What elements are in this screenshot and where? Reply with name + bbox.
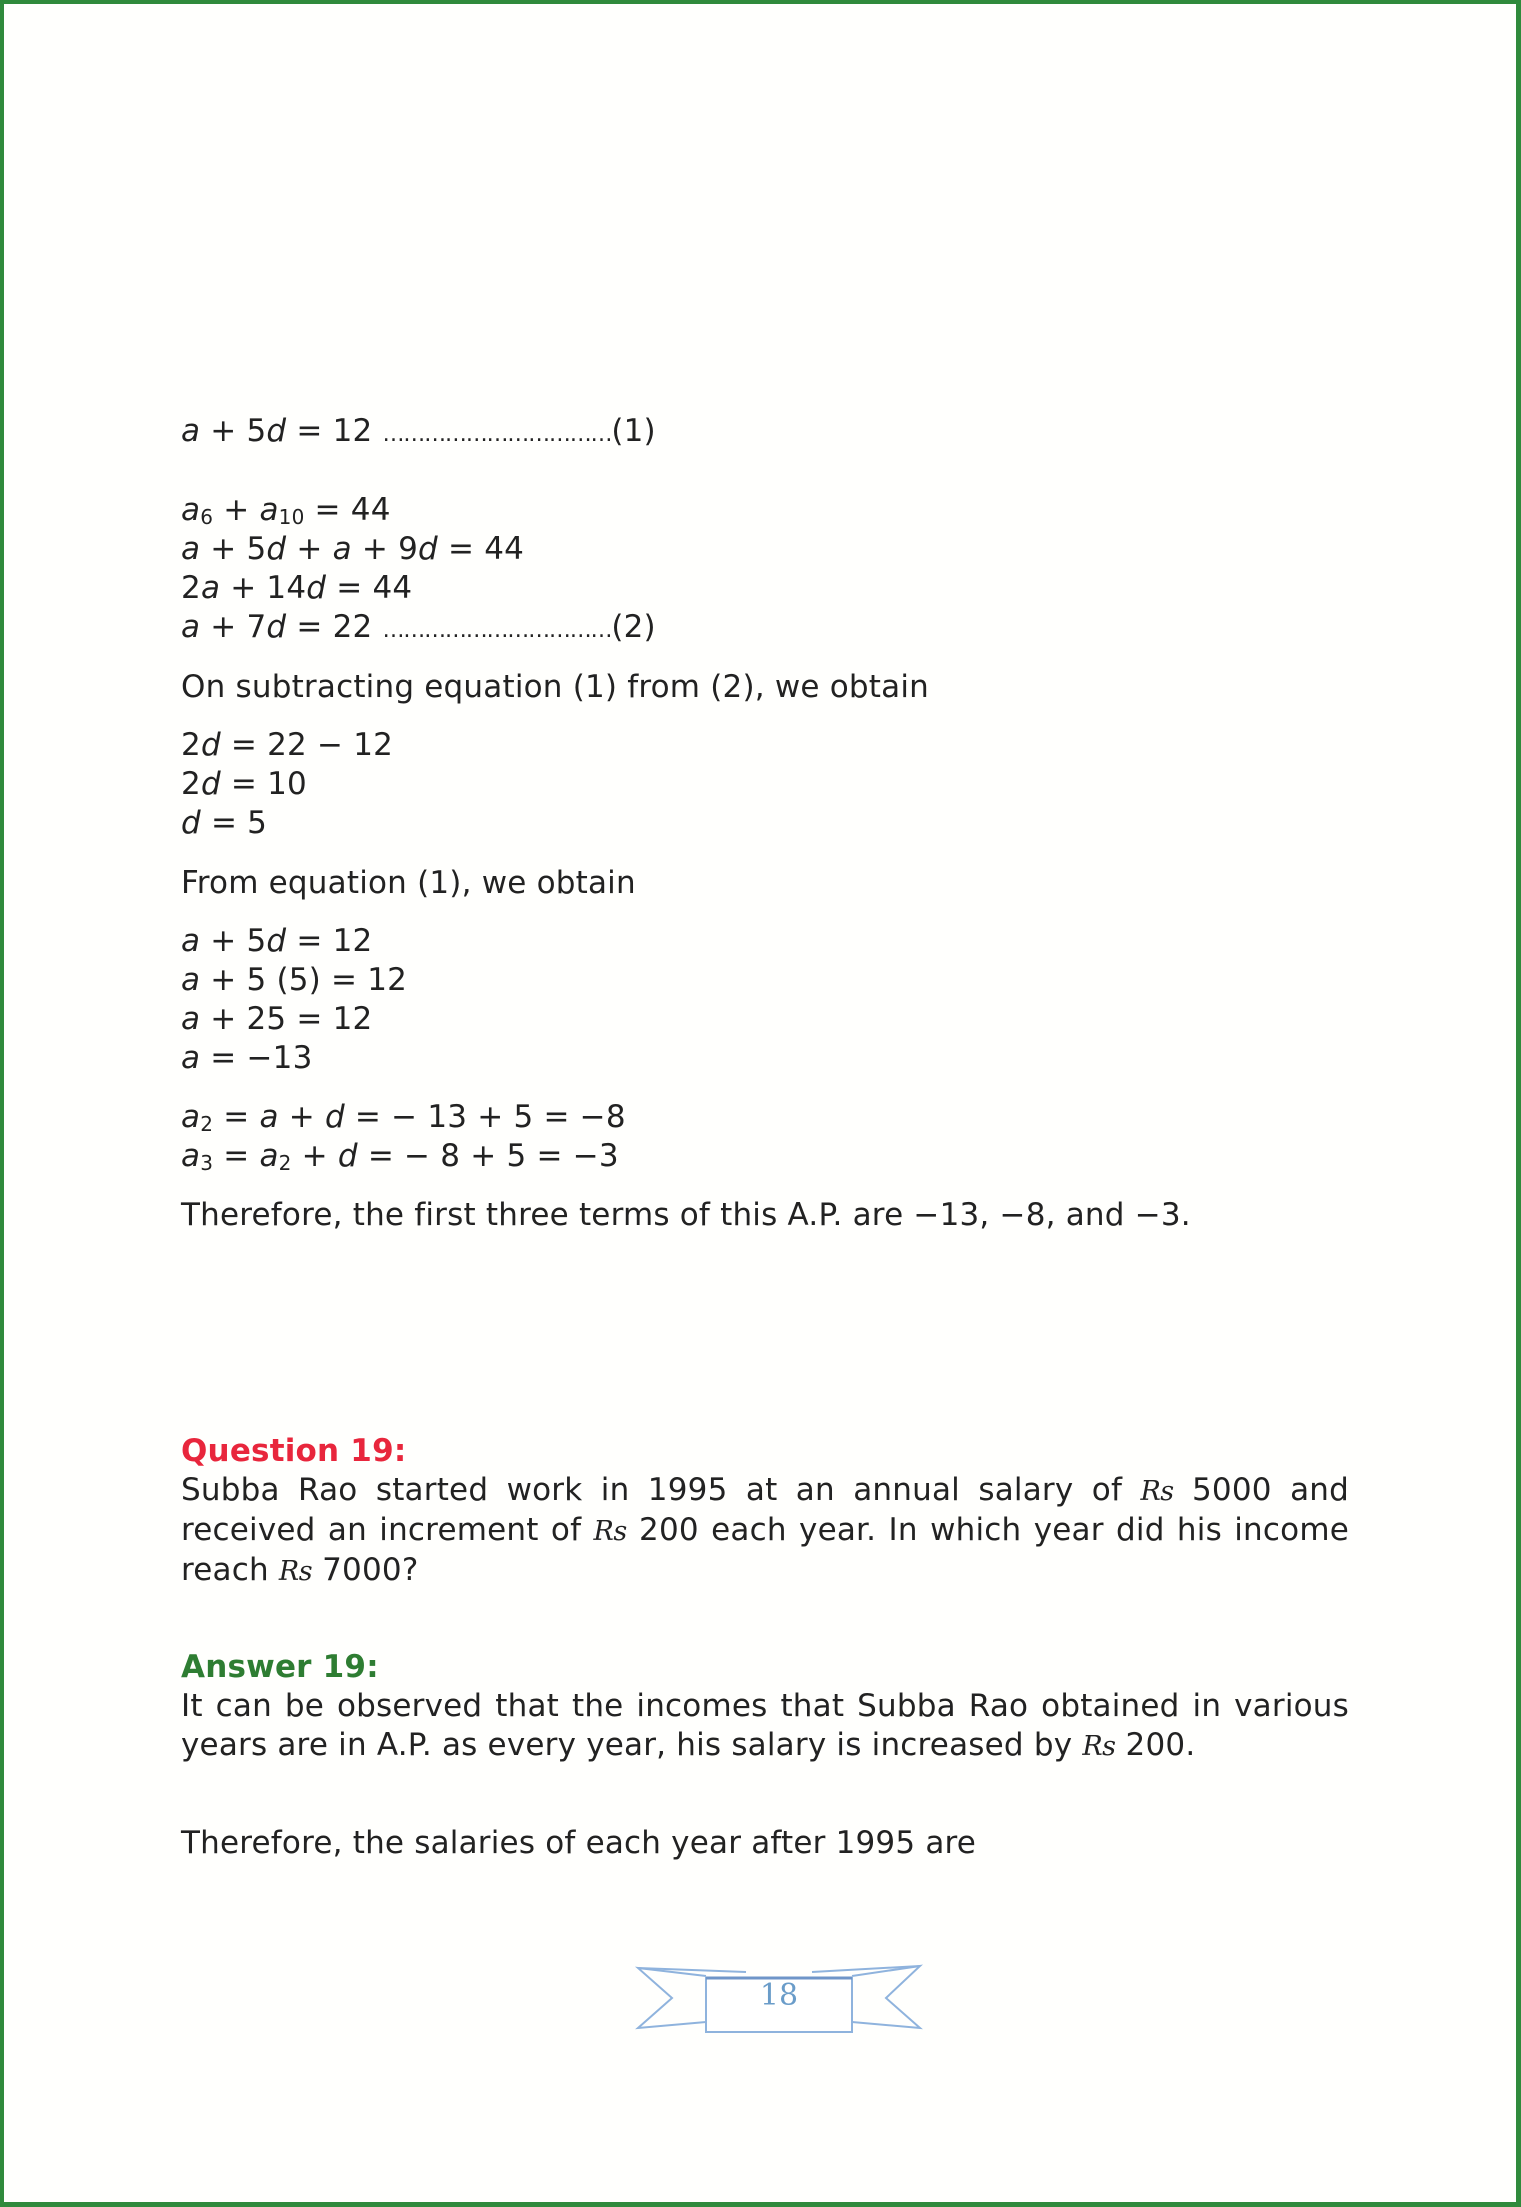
- equation-1: [181, 412, 656, 454]
- question-text-part: 7000?: [312, 1552, 419, 1588]
- question-text-part: Subba Rao started work in 1995 at an annual salary of: [181, 1472, 1141, 1508]
- answer-text: [181, 1687, 1349, 1766]
- var-a: a: [181, 413, 201, 449]
- var-a: a: [181, 492, 201, 528]
- equation-2: a + 7d = 22 ……………………………(2): [181, 608, 656, 650]
- answer-text-part: 200.: [1115, 1727, 1196, 1763]
- eq-text: +: [213, 492, 260, 528]
- equation-expand: a + 5d + a + 9d = 44: [181, 531, 525, 567]
- subscript: 10: [278, 505, 305, 529]
- rupee-symbol: Rs: [1082, 1731, 1116, 1762]
- answer-text-part: It can be observed that the incomes that Subba Rao obtained in various years are in A.P. as every year, his salary is increased by: [181, 1688, 1349, 1763]
- equation-a6-a10: [181, 491, 391, 530]
- d-step-1: 2d = 22 − 12: [181, 727, 394, 763]
- dot-leader: ……………………………: [382, 422, 612, 447]
- equation-tag: (1): [611, 413, 656, 449]
- question-text-part: 5000 and received an increment of: [181, 1472, 1349, 1548]
- rupee-symbol: Rs: [593, 1516, 627, 1547]
- a-step-4: a = −13: [181, 1040, 313, 1076]
- from-eq1-text: From equation (1), we obtain: [181, 865, 636, 901]
- equation-2a-14d: 2a + 14d = 44: [181, 570, 413, 606]
- equation-tag: (2): [611, 609, 656, 645]
- conclusion-text: Therefore, the first three terms of this A.P. are −13, −8, and −3.: [181, 1197, 1191, 1233]
- rupee-symbol: Rs: [1140, 1476, 1174, 1507]
- question-text: [181, 1471, 1349, 1591]
- a-step-1: a + 5d = 12: [181, 923, 373, 959]
- a2-line: $a_2 = a + d$ = − 13 + 5 = −8: [181, 1099, 626, 1136]
- eq-text: = 44: [304, 492, 391, 528]
- eq-text: + 5: [200, 413, 267, 449]
- d-step-2: 2d = 10: [181, 766, 307, 802]
- answer-followup: Therefore, the salaries of each year after 1995 are: [181, 1825, 977, 1861]
- dot-leader: ……………………………: [382, 618, 612, 643]
- a-step-3: a + 25 = 12: [181, 1001, 373, 1037]
- d-step-3: d = 5: [181, 805, 268, 841]
- question-heading: Question 19:: [181, 1433, 407, 1469]
- subscript: 6: [200, 505, 214, 529]
- page-number: 18: [759, 1978, 799, 2013]
- var-d: d: [266, 413, 287, 449]
- question-text-part: 200 each year. In which year did his income reach: [181, 1512, 1349, 1588]
- eq-text: = 12: [286, 413, 383, 449]
- subtract-text: On subtracting equation (1) from (2), we obtain: [181, 669, 930, 705]
- var-a: a: [259, 492, 279, 528]
- a3-line: $a_3 = a_2 + d$ = − 8 + 5 = −3: [181, 1138, 619, 1175]
- page-number-ribbon: [634, 1952, 924, 2034]
- answer-heading: Answer 19:: [181, 1649, 379, 1685]
- rupee-symbol: Rs: [278, 1556, 313, 1587]
- a-step-2: a + 5 (5) = 12: [181, 962, 408, 998]
